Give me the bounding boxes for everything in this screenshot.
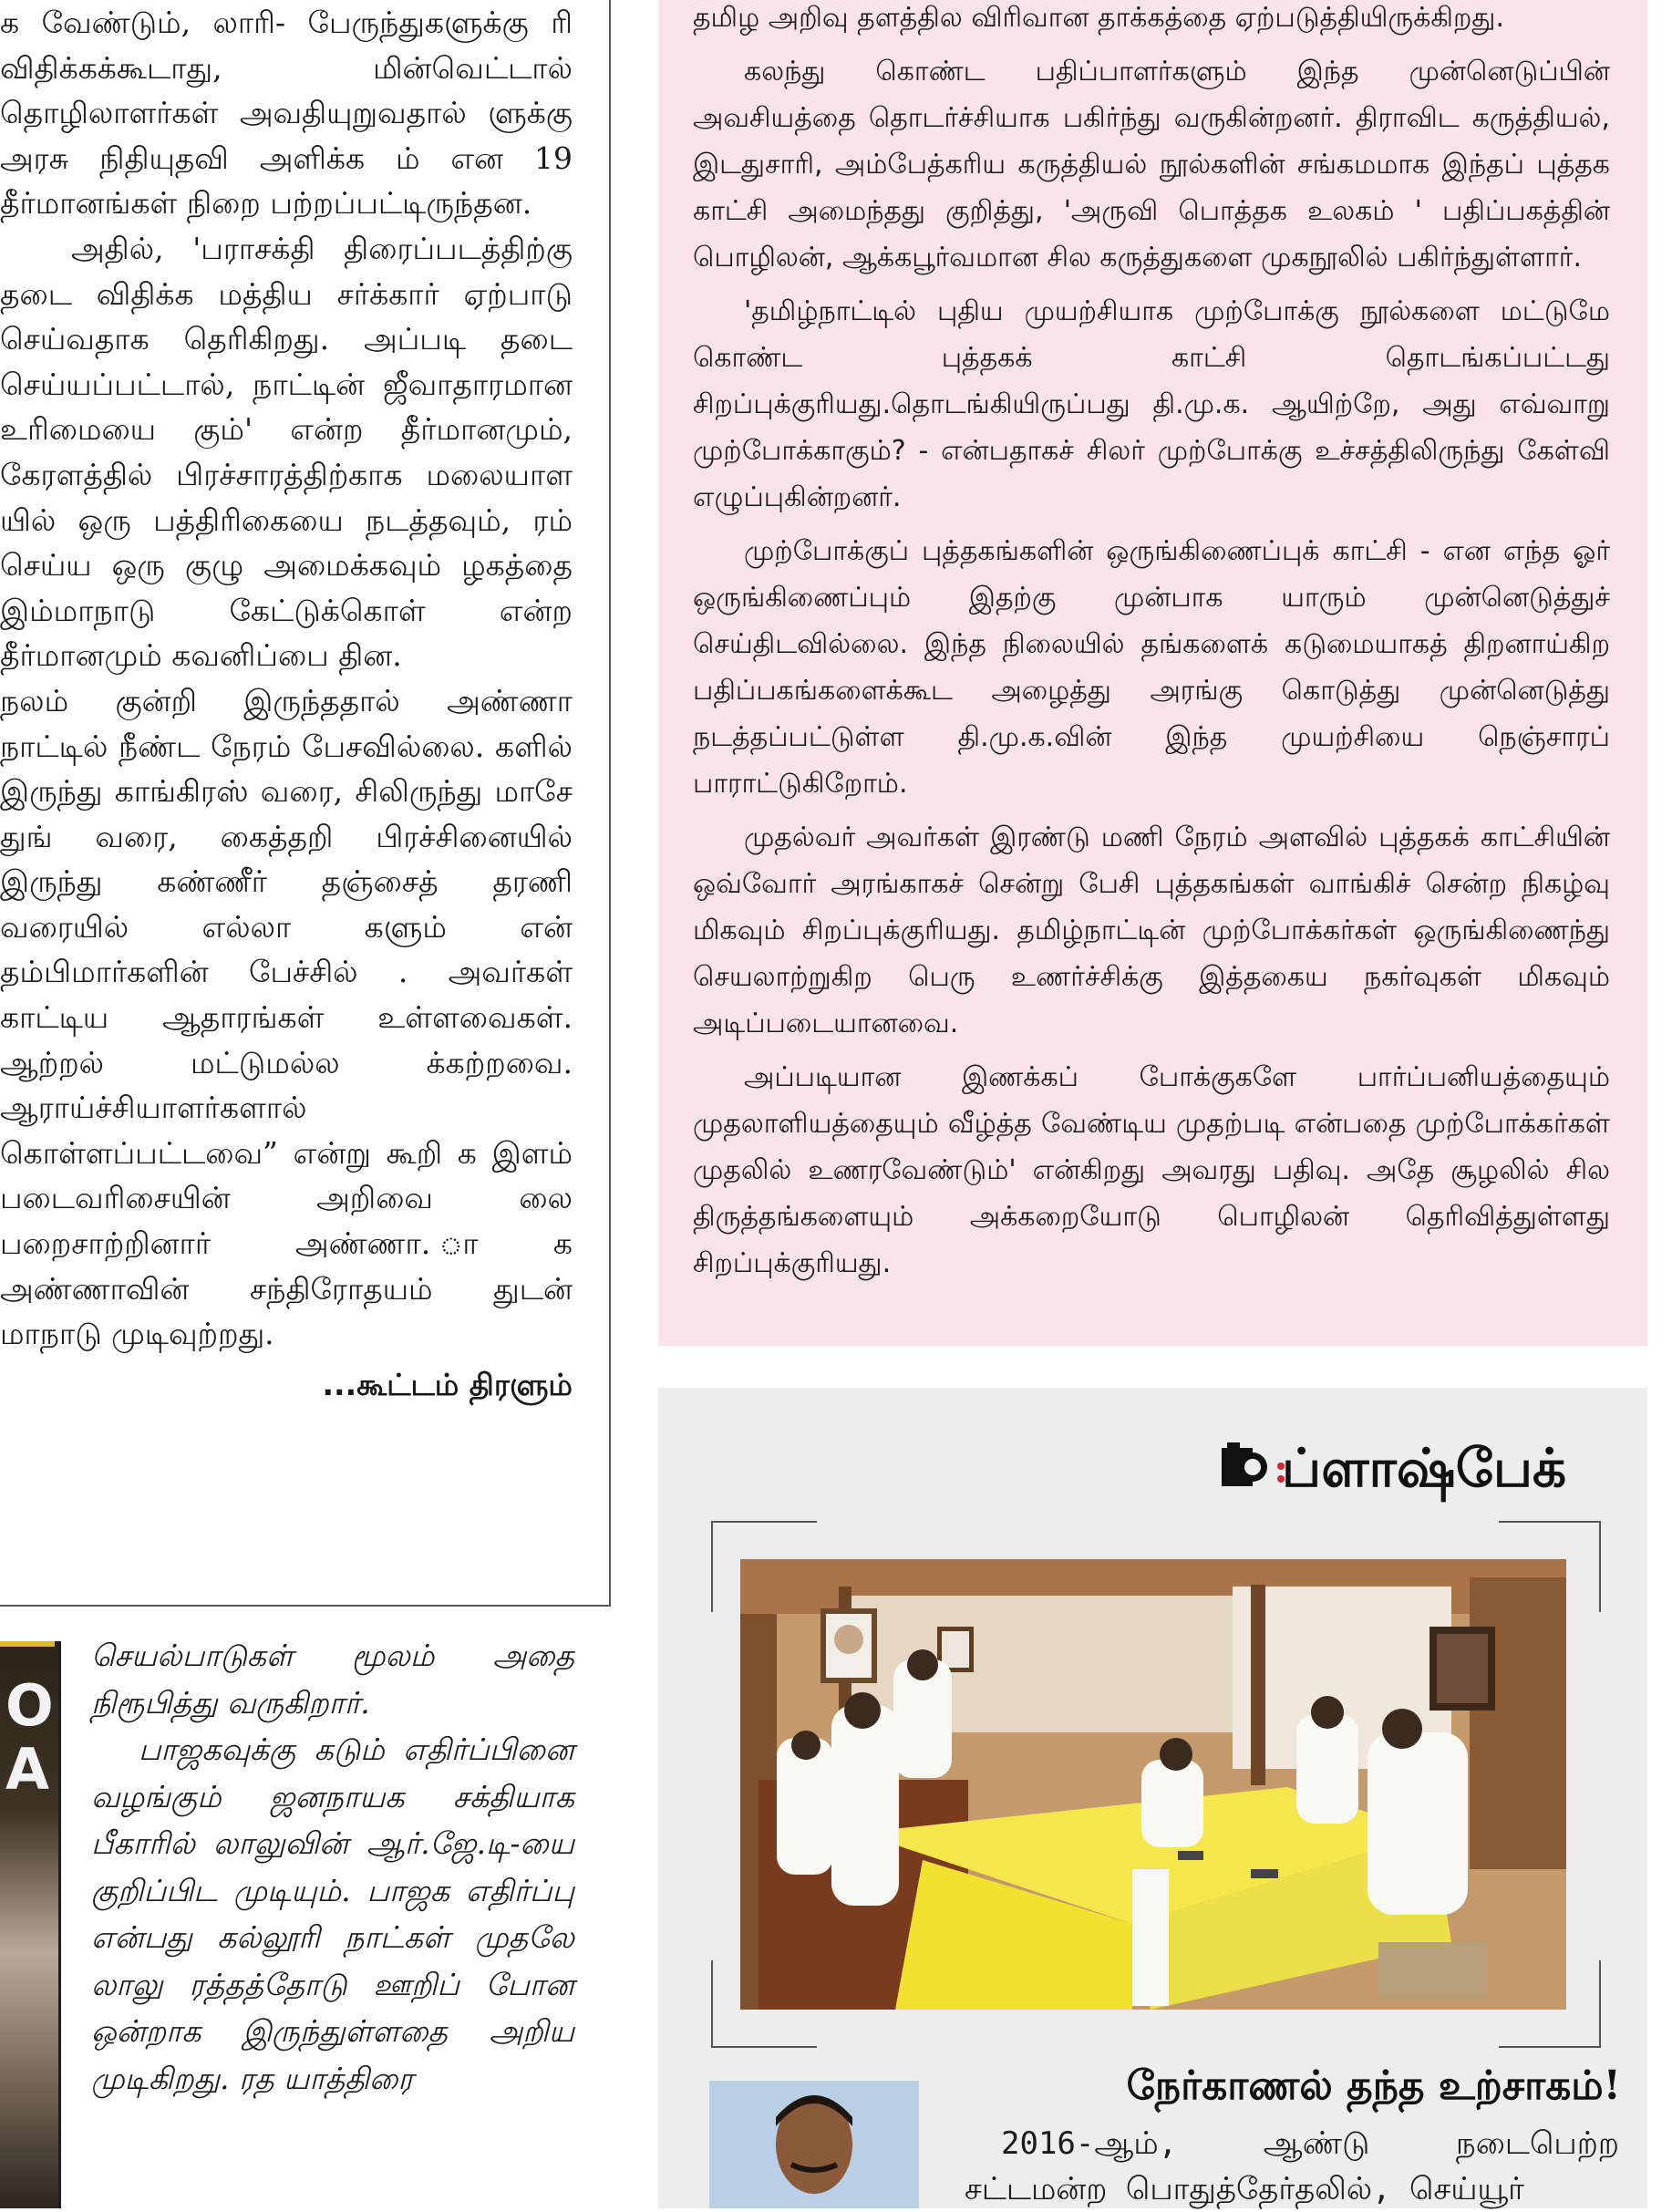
book-fair-paragraph-2: கலந்து கொண்ட பதிப்பாளர்களும் இந்த முன்னெடுப்பின் அவசியத்தை தொடர்ச்சியாக பகிர்ந்து வருகின்றனர். திராவிட கருத்தியல், இடதுசாரி, அம்பேத்கரிய கருத்தியல் நூல்களின் சங்கமமாக இந்தப் புத்தக காட்சி அமைந்தது குறித்து, 'அருவி பொத்தக உலகம் ' பதிப்பகத்தின் பொழிலன், ஆக்கபூர்வமான சில கருத்துகளை முகநூலில் பகிர்ந்துள்ளார். (693, 56, 1610, 274)
frame-corner-bottom-right-v (1599, 1960, 1601, 2048)
interview-body (965, 2121, 1619, 2212)
book-fair-text (693, 0, 1610, 1294)
lalu-paragraph-2: பாஜகவுக்கு கடும் எதிர்ப்பினை வழங்கும் ஜனநாயக சக்தியாக பீகாரில் லாலுவின் ஆர்.ஜே.டி-யை குறிப்பிட முடியும். பாஜக எதிர்ப்பு என்பது கல்லூரி நாட்கள் முதலே லாலு ரத்தத்தோடு ஊறிப் போன ஒன்றாக இருந்துள்ளதை அறிய முடிகிறது. ரத யாத்திரை (91, 1731, 574, 2096)
frame-corner-top-left-h (711, 1521, 817, 1523)
interview-paragraph-1: 2016-ஆம், ஆண்டு நடைபெற்ற சட்டமன்ற பொதுத்தேர்தலில், செய்யூர் (965, 2125, 1619, 2207)
left-paragraph-2: அதில், 'பராசக்தி திரைப்படத்திற்கு தடை விதிக்க மத்திய சர்க்கார் ஏற்பாடு செய்வதாக தெரிகிறது. அப்படி தடை செய்யப்பட்டால், நாட்டின் ஜீவாதாரமான உரிமையை கும்' என்ற தீர்மானமும், கேரளத்தில் பிரச்சாரத்திற்காக மலையாள யில் ஒரு பத்திரிகையை நடத்தவும், ரம் செய்ய ஒரு குழு அமைக்கவும் ழகத்தை இம்மாநாடு கேட்டுக்கொள் என்ற தீர்மானமும் கவனிப்பை தின. (0, 230, 573, 674)
continued-signoff: ...கூட்டம் திரளும் (322, 1366, 573, 1402)
book-fair-paragraph-4: முற்போக்குப் புத்தகங்களின் ஒருங்கிணைப்புக் காட்சி - என எந்த ஓர் ஒருங்கிணைப்பும் இதற்கு முன்பாக யாரும் முன்னெடுத்துச் செய்திடவில்லை. இந்த நிலையில் தங்களைக் கடுமையாகத் திறனாய்கிற பதிப்பகங்களைக்கூட அழைத்து அரங்கு கொடுத்து முன்னெடுத்து நடத்தப்பட்டுள்ள தி.மு.க.வின் இந்த முயற்சியை நெஞ்சாரப் பாராட்டுகிறோம். (693, 535, 1610, 800)
meeting-photo (740, 1559, 1566, 2010)
left-paragraph-3: நலம் குன்றி இருந்ததால் அண்ணா நாட்டில் நீண்ட நேரம் பேசவில்லை. களில் இருந்து காங்கிரஸ் வரை, சிலிருந்து மாசே துங் வரை, கைத்தறி பிரச்சினையில் இருந்து கண்ணீர் தஞ்சைத் தரணி வரையில் எல்லா களும் என் தம்பிமார்களின் பேச்சில் . அவர்கள் காட்டிய ஆதாரங்கள் உள்ளவைகள். ஆற்றல் மட்டுமல்ல க்கற்றவை. ஆராய்ச்சியாளர்களால் கொள்ளப்பட்டவை” என்று கூறி க இளம் படைவரிசையின் அறிவை லை பறைசாற்றினார் அண்ணா. ாக அண்ணாவின் சந்திரோதயம் துடன் மாநாடு முடிவுற்றது. (0, 682, 573, 1352)
interview-portrait-photo (709, 2081, 919, 2208)
book-fair-paragraph-3: 'தமிழ்நாட்டில் புதிய முயற்சியாக முற்போக்கு நூல்களை மட்டுமே கொண்ட புத்தகக் காட்சி தொடங்கப்பட்டது சிறப்புக்குரியது.தொடங்கியிருப்பது தி.மு.க. ஆயிற்றே, அது எவ்வாறு முற்போக்காகும்? - என்பதாகச் சிலர் முற்போக்கு உச்சத்திலிருந்து கேள்வி எழுப்புகின்றனர். (693, 295, 1610, 513)
left-paragraph-1: க வேண்டும், லாரி- பேருந்துகளுக்கு ரி விதிக்கக்கூடாது, மின்வெட்டால் தொழிலாளர்கள் அவதியுறுவதால் ளுக்கு அரசு நிதியுதவி அளிக்க ம் என 19 தீர்மானங்கள் நிறை பற்றப்பட்டிருந்தன. (0, 5, 573, 222)
camera-icon (1216, 1439, 1273, 1495)
frame-corner-bottom-right-h (1499, 2046, 1601, 2048)
column-divider-horizontal (0, 1605, 611, 1607)
book-fair-paragraph-1: தமிழ அறிவு தளத்தில விரிவான தாக்கத்தை ஏற்படுத்தியிருக்கிறது. (693, 2, 1504, 34)
frame-corner-top-left-v (711, 1521, 713, 1612)
frame-corner-top-right-h (1499, 1521, 1601, 1523)
column-divider-vertical (609, 0, 611, 1607)
flashback-logo-text: ப்ளாஷ்பேக் (1282, 1437, 1567, 1499)
frame-corner-bottom-left-v (711, 1960, 713, 2048)
lalu-paragraph-1: செயல்பாடுகள் மூலம் அதை நிரூபித்து வருகிறார். (91, 1638, 574, 1721)
photo-letter-1: O (5, 1672, 54, 1739)
frame-corner-top-right-v (1599, 1521, 1601, 1612)
lalu-article (91, 1632, 574, 2102)
book-fair-paragraph-5: முதல்வர் அவர்கள் இரண்டு மணி நேரம் அளவில் புத்தகக் காட்சியின் ஒவ்வோர் அரங்காகச் சென்று பேசி புத்தகங்கள் வாங்கிச் சென்ற நிகழ்வு மிகவும் சிறப்புக்குரியது. தமிழ்நாட்டின் முற்போக்கர்கள் ஒருங்கிணைந்து செயலாற்றுகிற பெரு உணர்ச்சிக்கு இத்தகைய நகர்வுகள் மிகவும் அடிப்படையானவை. (693, 822, 1610, 1039)
book-fair-paragraph-6: அப்படியான இணக்கப் போக்குகளே பார்ப்பனியத்தையும் முதலாளியத்தையும் வீழ்த்த வேண்டிய முதற்படி என்பதை முற்போக்கர்கள் முதலில் உணரவேண்டும்' என்கிறது அவரது பதிவு. அதே சூழலில் சில திருத்தங்களையும் அக்கறையோடு பொழிலன் தெரிவித்துள்ளது சிறப்புக்குரியது. (693, 1061, 1610, 1279)
photo-letter-2: A (5, 1736, 49, 1803)
frame-corner-bottom-left-h (711, 2046, 817, 2048)
cropped-portrait-photo (0, 1641, 61, 2208)
interview-headline: நேர்காணல் தந்த உற்சாகம்! (1126, 2062, 1621, 2109)
photo-accent-bar (0, 1641, 55, 1647)
flashback-logo (1216, 1433, 1617, 1503)
left-article-column (0, 0, 573, 1555)
